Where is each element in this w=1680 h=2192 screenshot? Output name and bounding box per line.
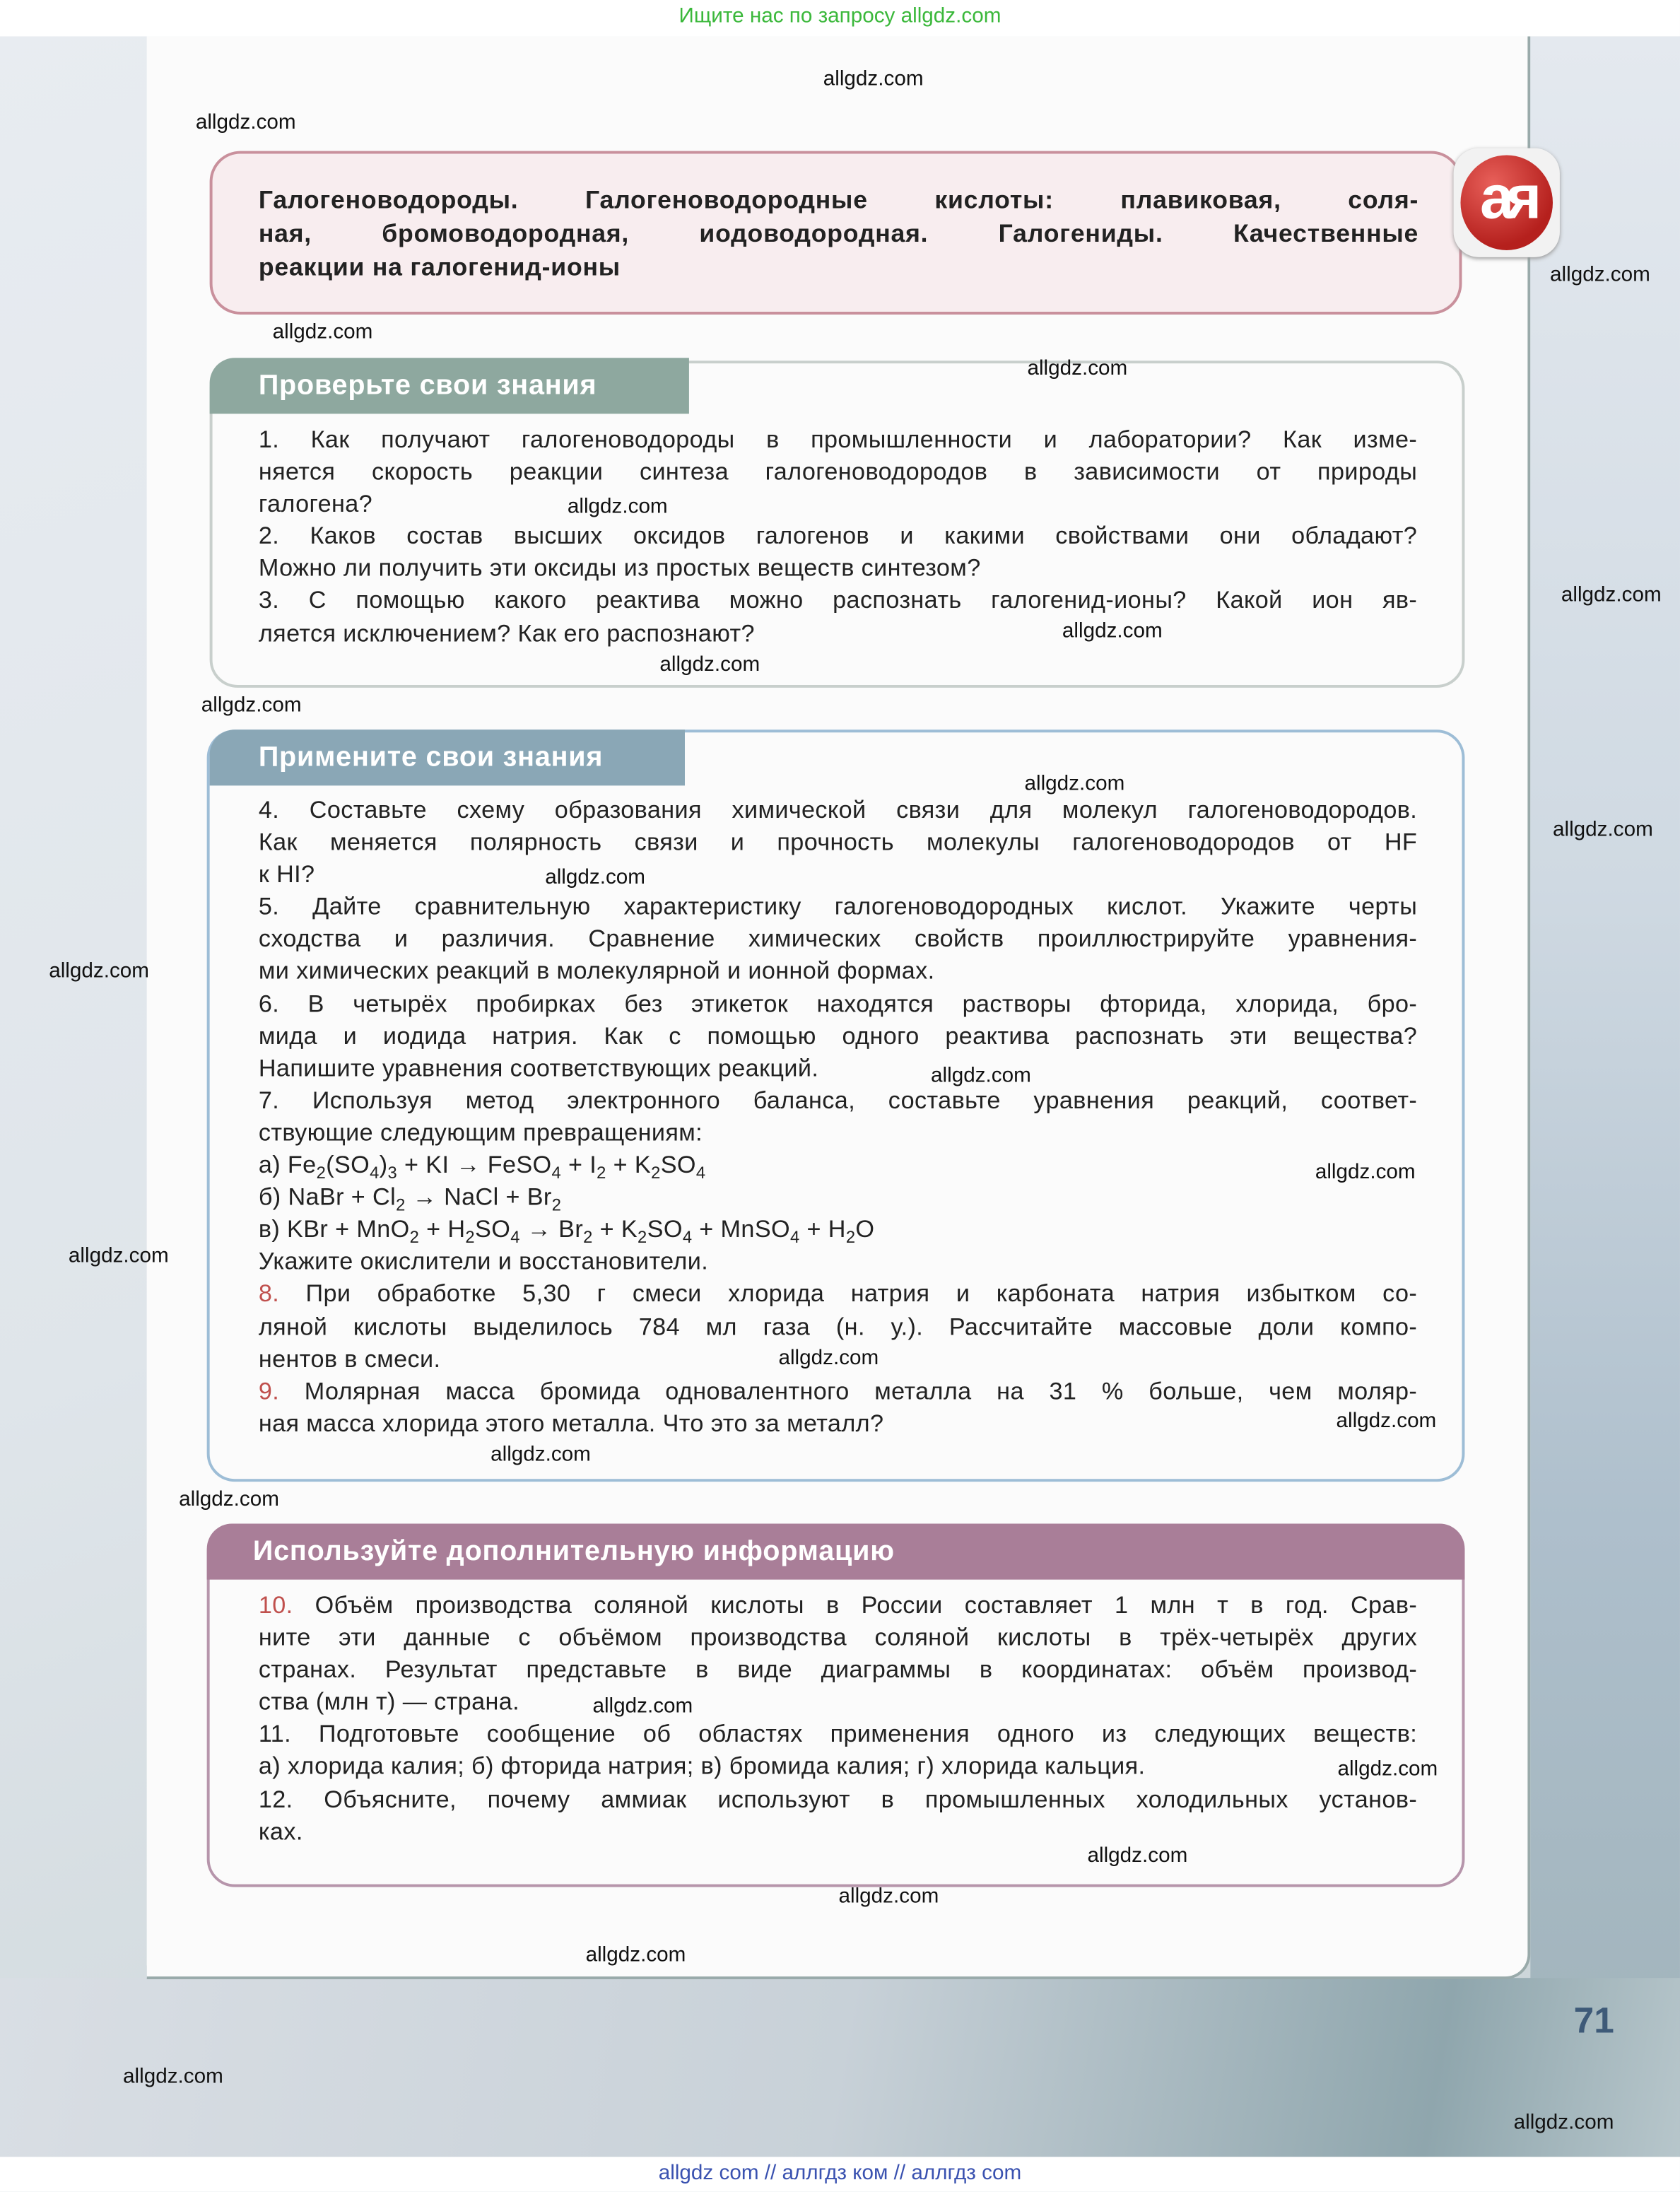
question-number: 10. bbox=[258, 1590, 293, 1619]
subscript: 2 bbox=[396, 1195, 406, 1215]
subscript: 4 bbox=[789, 1227, 800, 1248]
watermark: allgdz.com bbox=[567, 495, 668, 519]
question-line bbox=[259, 488, 1417, 521]
question-line bbox=[259, 520, 1417, 553]
reaction-equation bbox=[259, 1214, 1417, 1246]
question-line bbox=[259, 1053, 1417, 1085]
question-number: 6. bbox=[258, 989, 280, 1017]
question-text: При обработке 5,30 г смеси хлорида натрия и карбоната натрия избытком со- bbox=[305, 1279, 1418, 1308]
watermark: allgdz.com bbox=[931, 1063, 1031, 1088]
footer-links[interactable]: allgdz com // аллгдз ком // аллгдз com bbox=[658, 2161, 1022, 2185]
subscript: 4 bbox=[695, 1163, 706, 1183]
watermark: allgdz.com bbox=[195, 110, 296, 134]
watermark: allgdz.com bbox=[1024, 771, 1125, 796]
question-line bbox=[259, 1622, 1417, 1654]
watermark: allgdz.com bbox=[1315, 1160, 1416, 1184]
question-text: ства (млн т) — страна. bbox=[258, 1687, 520, 1716]
subscript: 2 bbox=[551, 1195, 562, 1215]
watermark: allgdz.com bbox=[1087, 1844, 1188, 1868]
subscript: 2 bbox=[597, 1163, 606, 1183]
question-line bbox=[259, 1589, 1417, 1622]
question-text: ляной кислоты выделилось 784 мл газа (н. у.). Рассчитайте массовые доли компо- bbox=[258, 1311, 1418, 1340]
subscript: 4 bbox=[370, 1163, 380, 1183]
logo-badge: ая bbox=[1460, 156, 1553, 250]
formula-text: + H bbox=[419, 1214, 466, 1243]
question-text: Каков состав высших оксидов галогенов и какими свойствами они обладают? bbox=[310, 522, 1418, 550]
watermark: allgdz.com bbox=[1553, 817, 1653, 842]
question-text: странах. Результат представьте в виде диаграммы в координатах: объём производ- bbox=[258, 1655, 1418, 1684]
question-text: Молярная масса бромида одновалентного металла на 31 % больше, чем моляр- bbox=[304, 1376, 1418, 1405]
question-line bbox=[259, 617, 1417, 650]
question-line bbox=[259, 1783, 1417, 1815]
question-number: 7. bbox=[258, 1086, 280, 1114]
subscript: 4 bbox=[682, 1227, 693, 1248]
watermark: allgdz.com bbox=[68, 1243, 169, 1268]
watermark: allgdz.com bbox=[491, 1442, 591, 1467]
question-text: сходства и различия. Сравнение химических свойств проиллюстрируйте уравнения- bbox=[258, 924, 1418, 953]
section-heading-check: Проверьте свои знания bbox=[210, 358, 689, 414]
question-text: Используя метод электронного баланса, составьте уравнения реакций, соответ- bbox=[312, 1086, 1418, 1114]
search-hint-link[interactable]: Ищите нас по запросу allgdz.com bbox=[679, 4, 1001, 28]
watermark: allgdz.com bbox=[545, 865, 646, 889]
question-line bbox=[259, 585, 1417, 618]
question-text: мида и иодида натрия. Как с помощью одного реактива распознать эти вещества? bbox=[258, 1021, 1418, 1050]
subscript: 2 bbox=[465, 1227, 476, 1248]
question-text: ках. bbox=[258, 1817, 303, 1845]
watermark: allgdz.com bbox=[823, 66, 924, 91]
questions-apply bbox=[259, 794, 1417, 1439]
formula-text: + I bbox=[561, 1150, 597, 1179]
question-text: няется скорость реакции синтеза галогеноводородов в зависимости от природы bbox=[258, 457, 1418, 486]
question-number: 1. bbox=[258, 425, 280, 453]
question-text: Объём производства соляной кислоты в России составляет 1 млн т в год. Срав- bbox=[315, 1590, 1418, 1619]
question-number: 8. bbox=[258, 1279, 280, 1308]
questions-check bbox=[259, 423, 1417, 650]
question-text: к HI? bbox=[258, 860, 315, 889]
question-text: ми химических реакций в молекулярной и ионной формах. bbox=[258, 956, 935, 985]
question-line bbox=[259, 1654, 1417, 1687]
questions-extra bbox=[259, 1589, 1417, 1847]
question-line bbox=[259, 1407, 1417, 1440]
formula-text: SO bbox=[660, 1150, 696, 1179]
question-text: Объясните, почему аммиак используют в промышленных холодильных установ- bbox=[324, 1784, 1418, 1812]
question-text: ствующие следующим превращениям: bbox=[258, 1118, 703, 1147]
watermark: allgdz.com bbox=[585, 1942, 686, 1967]
question-text: Составьте схему образования химической связи для молекул галогеноводородов. bbox=[309, 795, 1418, 824]
formula-text: + KI → FeSO bbox=[397, 1150, 552, 1179]
watermark: allgdz.com bbox=[1062, 619, 1163, 643]
watermark: allgdz.com bbox=[659, 652, 760, 677]
question-line bbox=[259, 1246, 1417, 1279]
formula-text: ) bbox=[379, 1150, 388, 1179]
question-line bbox=[259, 859, 1417, 891]
formula-text: + K bbox=[606, 1150, 652, 1179]
reaction-equation bbox=[259, 1181, 1417, 1214]
subscript: 2 bbox=[651, 1163, 661, 1183]
topic-title bbox=[259, 183, 1418, 283]
watermark: allgdz.com bbox=[838, 1884, 939, 1909]
question-text: ная масса хлорида этого металла. Что это за металл? bbox=[258, 1408, 884, 1437]
question-number: 3. bbox=[258, 586, 280, 615]
textbook-logo-icon bbox=[1454, 148, 1560, 257]
subscript: 4 bbox=[510, 1227, 520, 1248]
question-line bbox=[259, 1815, 1417, 1848]
formula-text: (SO bbox=[326, 1150, 370, 1179]
bottom-decoration bbox=[0, 1978, 1680, 2157]
question-number: 4. bbox=[258, 795, 280, 824]
formula-text: в) KBr + MnO bbox=[258, 1214, 410, 1243]
question-line bbox=[259, 826, 1417, 859]
question-line bbox=[259, 1718, 1417, 1751]
subscript: 2 bbox=[845, 1227, 856, 1248]
formula-text: → NaCl + Br bbox=[405, 1183, 552, 1211]
question-text: галогена? bbox=[258, 489, 373, 518]
formula-text: + MnSO bbox=[692, 1214, 790, 1243]
question-line bbox=[259, 1751, 1417, 1783]
watermark: allgdz.com bbox=[1561, 582, 1662, 607]
formula-text: O bbox=[855, 1214, 875, 1243]
question-line bbox=[259, 1020, 1417, 1053]
question-text: Как меняется полярность связи и прочность молекулы галогеноводородов от HF bbox=[258, 827, 1418, 856]
section-heading-apply: Примените свои знания bbox=[210, 729, 685, 785]
watermark: allgdz.com bbox=[123, 2064, 223, 2089]
question-number: 9. bbox=[258, 1376, 280, 1405]
formula-text: а) Fe bbox=[258, 1150, 317, 1179]
question-line bbox=[259, 423, 1417, 456]
question-text: Можно ли получить эти оксиды из простых веществ синтезом? bbox=[258, 553, 981, 582]
watermark: allgdz.com bbox=[49, 959, 150, 983]
formula-text: → Br bbox=[519, 1214, 584, 1243]
question-line bbox=[259, 1311, 1417, 1343]
question-text: нентов в смеси. bbox=[258, 1344, 441, 1373]
question-line bbox=[259, 956, 1417, 988]
question-line bbox=[259, 456, 1417, 488]
title-line: Галогеноводороды. Галогеноводородные кислоты: плавиковая, соля- bbox=[258, 186, 1419, 214]
formula-text: SO bbox=[475, 1214, 511, 1243]
question-text: Подготовьте сообщение об областях применения одного из следующих веществ: bbox=[318, 1720, 1418, 1748]
section-heading-extra: Используйте дополнительную информацию bbox=[207, 1523, 1465, 1579]
question-line bbox=[259, 1117, 1417, 1149]
subscript: 2 bbox=[583, 1227, 593, 1248]
question-number: 11. bbox=[258, 1720, 291, 1748]
watermark: allgdz.com bbox=[1027, 356, 1128, 380]
watermark: allgdz.com bbox=[1550, 262, 1650, 287]
subscript: 2 bbox=[409, 1227, 420, 1248]
watermark: allgdz.com bbox=[272, 320, 373, 344]
question-number: 2. bbox=[258, 522, 280, 550]
formula-text: SO bbox=[647, 1214, 683, 1243]
question-text: ляется исключением? Как его распознают? bbox=[258, 619, 755, 647]
question-text: Напишите уравнения соответствующих реакций. bbox=[258, 1053, 819, 1082]
question-line bbox=[259, 794, 1417, 826]
question-number: 12. bbox=[258, 1784, 293, 1812]
question-line bbox=[259, 1278, 1417, 1311]
question-text: Как получают галогеноводороды в промышленности и лаборатории? Как изме- bbox=[310, 425, 1418, 453]
question-line bbox=[259, 987, 1417, 1020]
formula-text: + K bbox=[592, 1214, 638, 1243]
question-text: а) хлорида калия; б) фторида натрия; в) бромида калия; г) хлорида кальция. bbox=[258, 1752, 1146, 1781]
question-line bbox=[259, 923, 1417, 956]
subscript: 2 bbox=[316, 1163, 327, 1183]
page-number: 71 bbox=[1573, 1998, 1614, 2041]
title-line: ная, бромоводородная, иодоводородная. Галогениды. Качественные bbox=[258, 219, 1419, 248]
watermark: allgdz.com bbox=[1336, 1409, 1437, 1433]
subscript: 2 bbox=[638, 1227, 647, 1248]
right-margin-decoration bbox=[1530, 36, 1680, 2157]
subscript: 3 bbox=[387, 1163, 398, 1183]
reaction-equation bbox=[259, 1149, 1417, 1182]
title-line: реакции на галогенид-ионы bbox=[258, 252, 621, 281]
watermark: allgdz.com bbox=[179, 1487, 279, 1511]
question-text: В четырёх пробирках без этикеток находятся растворы фторида, хлорида, бро- bbox=[307, 989, 1418, 1017]
question-text: Дайте сравнительную характеристику галогеноводородных кислот. Укажите черты bbox=[312, 892, 1418, 920]
question-number: 5. bbox=[258, 892, 280, 920]
subscript: 4 bbox=[551, 1163, 562, 1183]
question-text: С помощью какого реактива можно распознать галогенид-ионы? Какой ион яв- bbox=[308, 586, 1418, 615]
watermark: allgdz.com bbox=[778, 1346, 879, 1370]
question-line bbox=[259, 1686, 1417, 1718]
formula-text: б) NaBr + Cl bbox=[258, 1183, 396, 1211]
watermark: allgdz.com bbox=[201, 693, 302, 717]
question-text: Укажите окислители и восстановители. bbox=[258, 1247, 709, 1276]
watermark: allgdz.com bbox=[1513, 2111, 1614, 2135]
question-line bbox=[259, 891, 1417, 923]
question-line bbox=[259, 553, 1417, 585]
question-text: ните эти данные с объёмом производства соляной кислоты в трёх-четырёх других bbox=[258, 1623, 1418, 1651]
formula-text: + H bbox=[799, 1214, 846, 1243]
watermark: allgdz.com bbox=[592, 1694, 693, 1718]
question-line bbox=[259, 1084, 1417, 1117]
watermark: allgdz.com bbox=[1337, 1757, 1438, 1781]
question-line bbox=[259, 1375, 1417, 1407]
